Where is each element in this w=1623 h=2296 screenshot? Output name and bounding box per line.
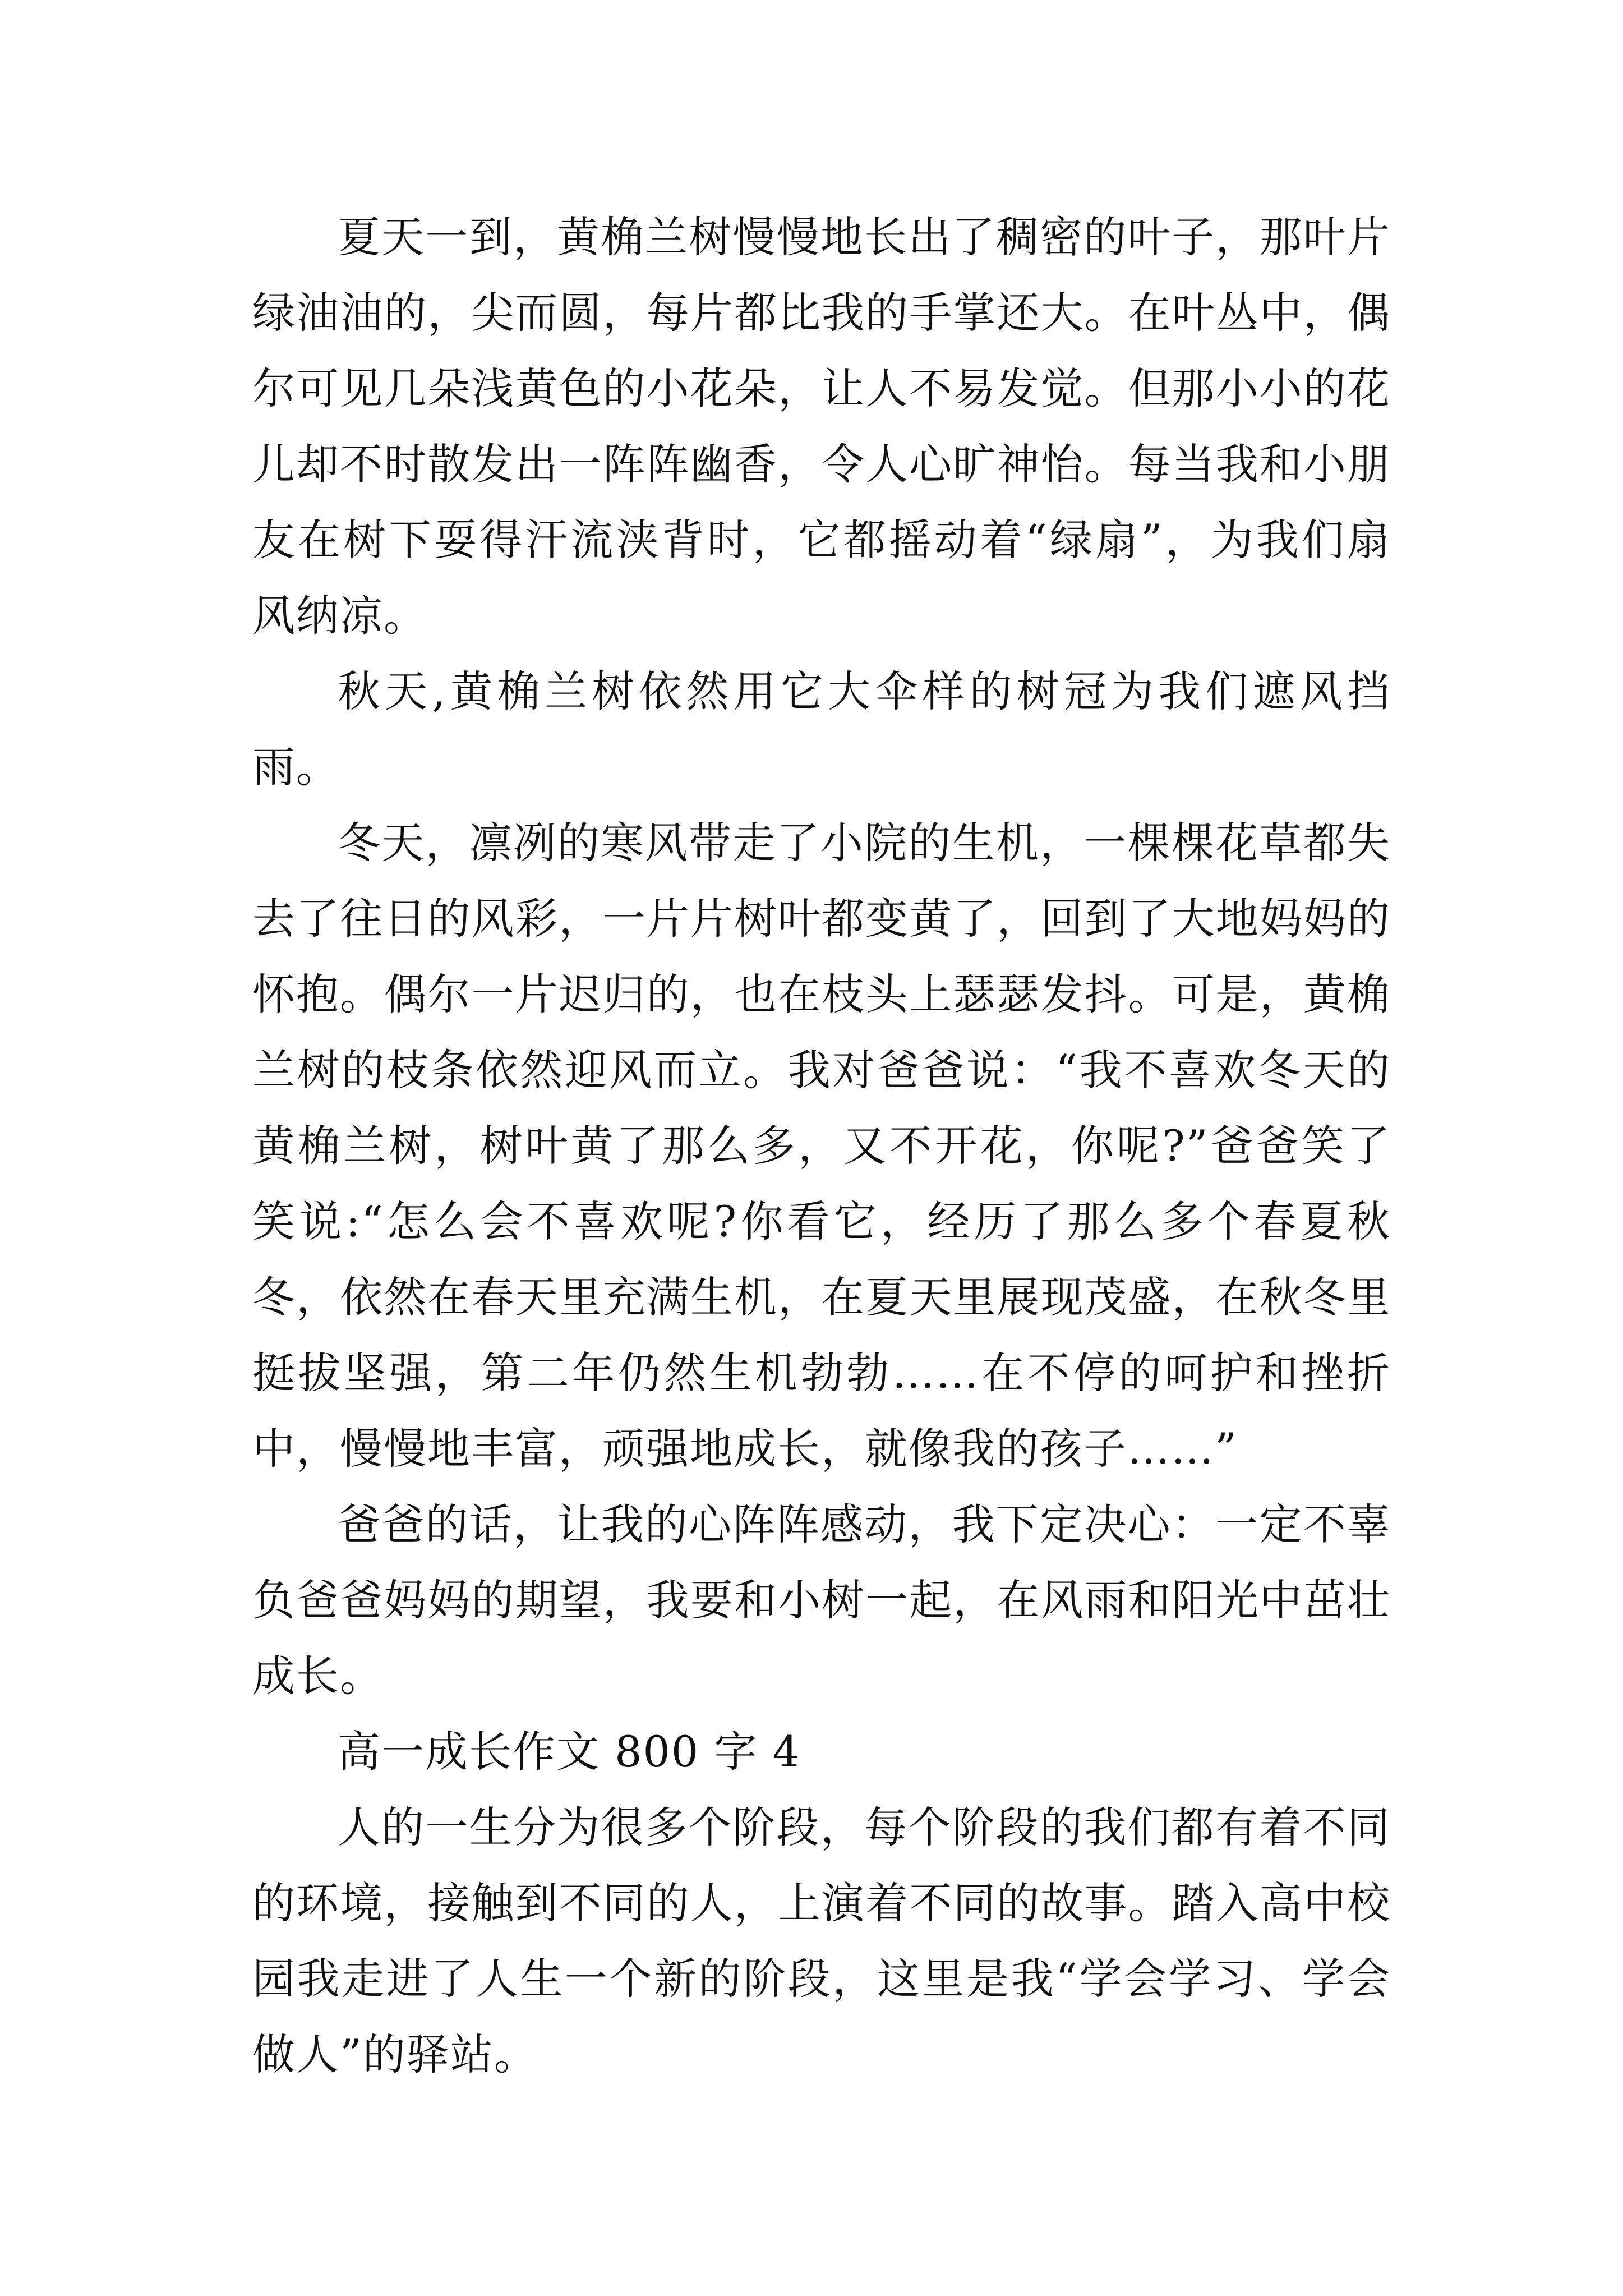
paragraph-autumn: 秋天,黄桷兰树依然用它大伞样的树冠为我们遮风挡雨。 [252,666,1391,792]
paragraph-winter: 冬天，凛冽的寒风带走了小院的生机，一棵棵花草都失去了往日的风彩，一片片树叶都变黄了，回到了大地妈妈的怀抱。偶尔一片迟归的，也在枝头上瑟瑟发抖。可是，黄桷兰树的枝条依然迎风而立。我对爸爸说：“我不喜欢冬天的黄桷兰树，树叶黄了那么多，又不开花，你呢?”爸爸笑了笑说:“怎么会不喜欢呢?你看它，经历了那么多个春夏秋冬，依然在春天里充满生机，在夏天里展现茂盛，在秋冬里挺拔坚强，第二年仍然生机勃勃……在不停的呵护和挫折中，慢慢地丰富，顽强地成长，就像我的孩子……” [252,818,1391,1474]
paragraph-summer: 夏天一到，黄桷兰树慢慢地长出了稠密的叶子，那叶片绿油油的，尖而圆，每片都比我的手掌还大。在叶丛中，偶尔可见几朵浅黄色的小花朵，让人不易发觉。但那小小的花儿却不时散发出一阵阵幽香，令人心旷神怡。每当我和小朋友在树下耍得汗流浃背时，它都摇动着“绿扇”，为我们扇风纳凉。 [252,212,1391,641]
essay-heading: 高一成长作文 800 字 4 [338,1727,801,1777]
document-body [252,199,1391,2092]
paragraph-high-school: 人的一生分为很多个阶段，每个阶段的我们都有着不同的环境，接触到不同的人，上演着不同的故事。踏入高中校园我走进了人生一个新的阶段，这里是我“学会学习、学会做人”的驿站。 [252,1802,1391,2079]
paragraph-resolution: 爸爸的话，让我的心阵阵感动，我下定决心：一定不辜负爸爸妈妈的期望，我要和小树一起，在风雨和阳光中茁壮成长。 [252,1499,1391,1701]
